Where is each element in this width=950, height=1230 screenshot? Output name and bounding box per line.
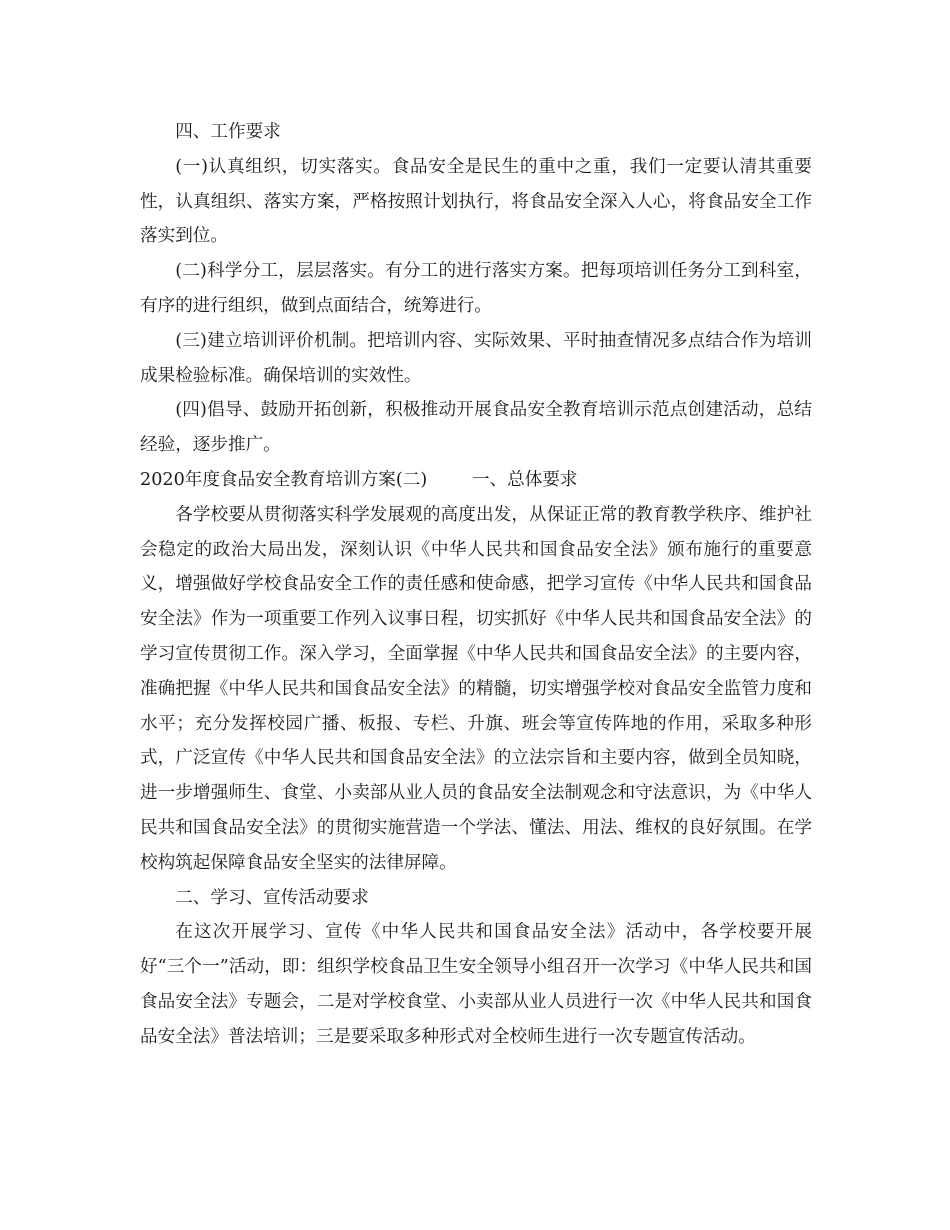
paragraph-item-3: (三)建立培训评价机制。把培训内容、实际效果、平时抽查情况多点结合作为培训成果检验标准。确保培训的实效性。	[140, 330, 812, 386]
section-heading-work-requirements: 四、工作要求	[175, 122, 281, 142]
section-heading-study-publicity: 二、学习、宣传活动要求	[175, 887, 369, 908]
paragraph-item-2: (二)科学分工，层层落实。有分工的进行落实方案。把每项培训任务分工到科室，有序的进行组织，做到点面结合，统筹进行。	[140, 261, 812, 316]
paragraph-general-requirements: 各学校要从贯彻落实科学发展观的高度出发，从保证正常的教育教学秩序、维护社会稳定的政治大局出发，深刻认识《中华人民共和国食品安全法》颁布施行的重要意义，增强做好学校食品安全工作的责任感和使命感，把学习宣传《中华人民共和国食品安全法》作为一项重要工作列入议事日程，切实抓好《中华人民共和国食品安全法》的学习宣传贯彻工作。深入学习，全面掌握《中华人民共和国食品安全法》的主要内容，准确把握《中华人民共和国食品安全法》的精髓，切实增强学校对食品安全监管力度和水平；充分发挥校园广播、板报、专栏、升旗、班会等宣传阵地的作用，采取多种形式，广泛宣传《中华人民共和国食品安全法》的立法宗旨和主要内容，做到全员知晓，进一步增强师生、食堂、小卖部从业人员的食品安全法制观念和守法意识，为《中华人民共和国食品安全法》的贯彻实施营造一个学法、懂法、用法、维权的良好氛围。在学校构筑起保障食品安全坚实的法律屏障。	[140, 504, 812, 873]
paragraph-item-1: (一)认真组织，切实落实。食品安全是民生的重中之重，我们一定要认清其重要性，认真组织、落实方案，严格按照计划执行，将食品安全深入人心，将食品安全工作落实到位。	[140, 156, 812, 247]
paragraph-item-4: (四)倡导、鼓励开拓创新，积极推动开展食品安全教育培训示范点创建活动，总结经验，逐步推广。	[140, 400, 812, 456]
document-body	[140, 115, 812, 1055]
paragraph-study-publicity: 在这次开展学习、宣传《中华人民共和国食品安全法》活动中，各学校要开展好“三个一”活动，即：组织学校食品卫生安全领导小组召开一次学习《中华人民共和国食品安全法》专题会，二是对学校食堂、小卖部从业人员进行一次《中华人民共和国食品安全法》普法培训；三是要采取多种形式对全校师生进行一次专题宣传活动。	[140, 922, 812, 1047]
document-title-line: 2020年度食品安全教育培训方案(二) 一、总体要求	[140, 469, 578, 490]
